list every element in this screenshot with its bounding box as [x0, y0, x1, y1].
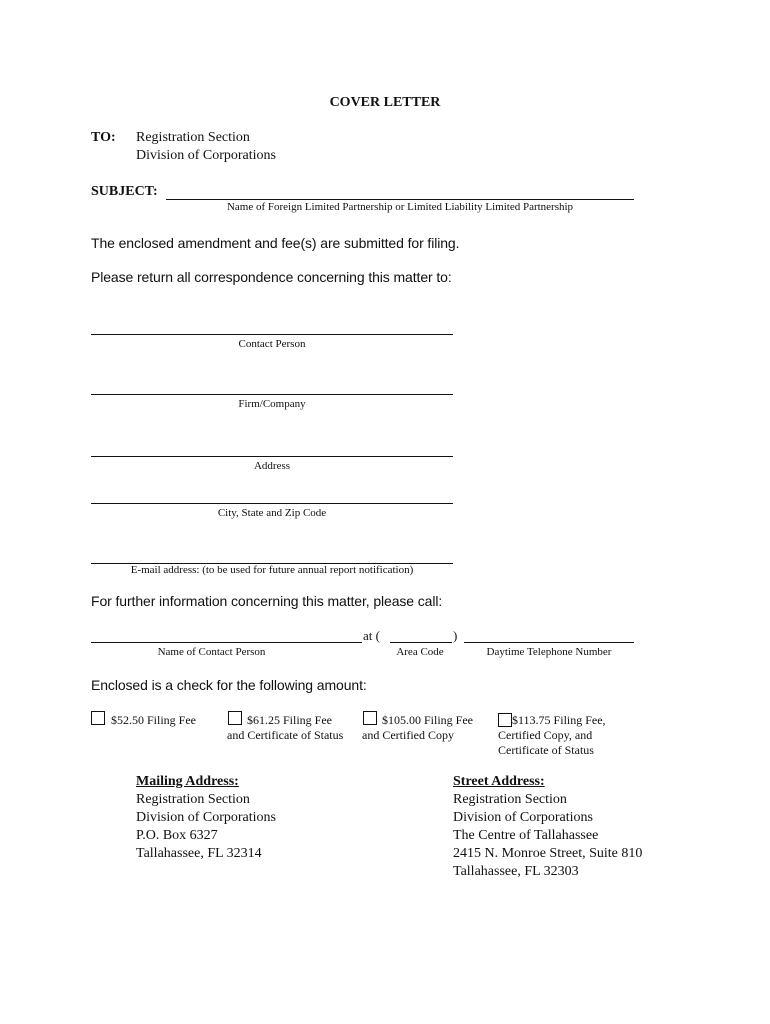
to-label: TO: — [91, 130, 116, 145]
subject-label: SUBJECT: — [91, 184, 158, 199]
at-label: at ( — [363, 628, 380, 643]
email-caption: E-mail address: (to be used for future annual report notification) — [130, 564, 414, 576]
street-address-line: Tallahassee, FL 32303 — [453, 864, 579, 879]
mailing-address-line: Tallahassee, FL 32314 — [136, 846, 262, 861]
enclosed-text: The enclosed amendment and fee(s) are submitted for filing. — [91, 235, 460, 251]
mailing-address-line: Registration Section — [136, 792, 250, 807]
mailing-address-line: Division of Corporations — [136, 810, 276, 825]
address-field[interactable] — [91, 456, 453, 457]
address-caption: Address — [253, 460, 291, 472]
area-close: ) — [453, 628, 458, 643]
telephone-field[interactable] — [464, 642, 634, 643]
further-text: For further information concerning this matter, please call: — [91, 593, 443, 609]
contact-person-caption: Contact Person — [238, 338, 306, 350]
contact-name-field[interactable] — [91, 642, 362, 643]
to-line-1: Registration Section — [136, 130, 250, 145]
subject-caption: Name of Foreign Limited Partnership or Limited Liability Limited Partnership — [226, 201, 574, 213]
fee-52-label: $52.50 Filing Fee — [111, 713, 197, 727]
fee-52-checkbox[interactable] — [91, 711, 105, 725]
contact-name-caption: Name of Contact Person — [157, 646, 266, 658]
telephone-caption: Daytime Telephone Number — [486, 646, 612, 658]
street-address-line: Registration Section — [453, 792, 567, 807]
mailing-address-line: P.O. Box 6327 — [136, 828, 218, 843]
street-address-line: 2415 N. Monroe Street, Suite 810 — [453, 846, 643, 861]
street-address-block — [453, 773, 642, 881]
check-text: Enclosed is a check for the following amount: — [91, 677, 367, 693]
city-caption: City, State and Zip Code — [217, 507, 327, 519]
area-code-field[interactable] — [390, 642, 452, 643]
mailing-address-block — [136, 773, 276, 863]
mailing-address-heading: Mailing Address: — [136, 774, 239, 789]
firm-field[interactable] — [91, 394, 453, 395]
subject-field[interactable] — [166, 199, 634, 200]
street-address-line: The Centre of Tallahassee — [453, 828, 599, 843]
city-field[interactable] — [91, 503, 453, 504]
to-line-2: Division of Corporations — [136, 148, 276, 163]
street-address-line: Division of Corporations — [453, 810, 593, 825]
fee-113-label: $113.75 Filing Fee, Certified Copy, and Certificate of Status — [498, 713, 606, 757]
contact-person-field[interactable] — [91, 334, 453, 335]
area-code-caption: Area Code — [396, 646, 444, 658]
firm-caption: Firm/Company — [238, 398, 306, 410]
fee-61-label: $61.25 Filing Fee and Certificate of Status — [227, 713, 344, 742]
street-address-heading: Street Address: — [453, 774, 545, 789]
page-title: COVER LETTER — [329, 95, 441, 110]
fee-105-label: $105.00 Filing Fee and Certified Copy — [362, 713, 474, 742]
return-text: Please return all correspondence concerning this matter to: — [91, 269, 452, 285]
